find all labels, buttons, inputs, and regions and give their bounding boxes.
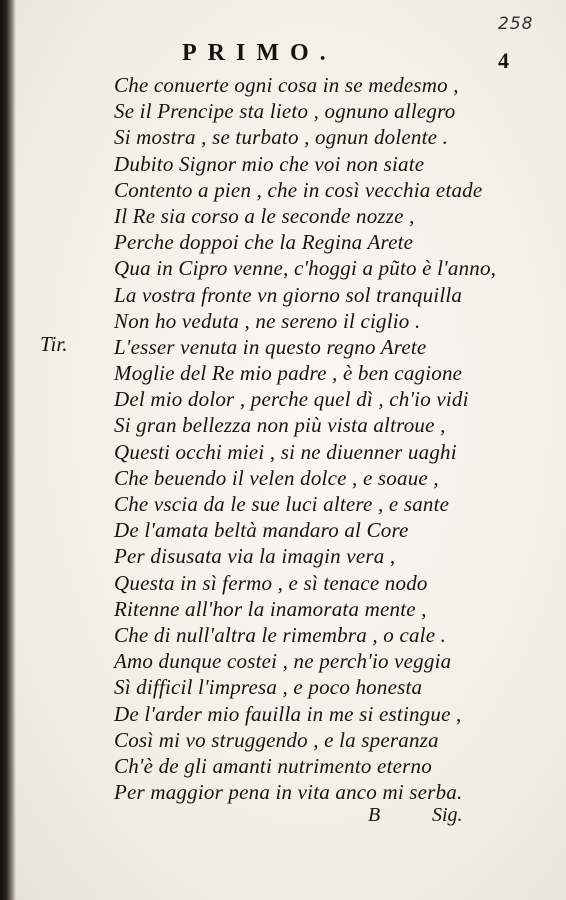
verse-line: Che vscia da le sue luci altere , e sante — [114, 492, 450, 516]
speaker-label: Tir. — [40, 332, 68, 356]
verse-line: Se il Prencipe sta lieto , ognuno allegro — [114, 99, 456, 124]
signature-mark: B — [368, 804, 381, 826]
verse-line: Ch'è de gli amanti nutrimento eterno — [114, 753, 432, 778]
verse-line: Ritenne all'hor la inamorata mente , — [114, 596, 427, 621]
verse-line: L'esser venuta in questo regno Arete — [114, 334, 427, 359]
verse-line: Dubito Signor mio che voi non siate — [114, 151, 425, 176]
verse-line: Perche doppoi che la Regina Arete — [114, 230, 414, 255]
verse-line: Amo dunque costei , ne perch'io veggia — [114, 649, 452, 674]
verse-block — [114, 72, 496, 805]
verse-line: Si gran bellezza non più vista altroue , — [114, 413, 446, 438]
verse-line: Per disusata via la imagin vera , — [114, 544, 396, 569]
verse-line: Sì difficil l'impresa , e poco honesta — [114, 675, 423, 700]
running-header: PRIMO. — [182, 40, 337, 66]
verse-line: Si mostra , se turbato , ognun dolente . — [114, 125, 449, 150]
verse-line: Contento a pien , che in così vecchia etade — [114, 177, 483, 202]
verse-line: Questi occhi miei , si ne diuenner uaghi — [114, 439, 457, 464]
verse-line: Qua in Cipro venne, c'hoggi a pũto è l'anno, — [114, 256, 497, 281]
verse-line: De l'amata beltà mandaro al Core — [114, 518, 409, 543]
folio-mark: 4 — [498, 48, 509, 73]
verse-line: Non ho veduta , ne sereno il ciglio . — [114, 308, 421, 333]
catchword: Sig. — [432, 804, 463, 826]
handwritten-page-number: 258 — [498, 14, 534, 34]
verse-line: Per maggior pena in vita anco mi serba. — [114, 780, 463, 805]
verse-line: Del mio dolor , perche quel dì , ch'io vidi — [114, 387, 469, 412]
verse-line: De l'arder mio fauilla in me si estingue , — [114, 701, 462, 726]
verse-line: Questa in sì fermo , e sì tenace nodo — [114, 570, 428, 595]
verse-line: Che di null'altra le rimembra , o cale . — [114, 622, 447, 647]
verse-line: Il Re sia corso a le seconde nozze , — [114, 203, 415, 228]
verse-line: Moglie del Re mio padre , è ben cagione — [114, 361, 463, 386]
verse-line: Così mi vo struggendo , e la speranza — [114, 727, 439, 752]
verse-line: Che conuerte ogni cosa in se medesmo , — [114, 73, 459, 97]
binding-gutter-shadow — [0, 0, 16, 900]
verse-line: Che beuendo il velen dolce , e soaue , — [114, 465, 439, 490]
verse-line: La vostra fronte vn giorno sol tranquilla — [114, 282, 463, 307]
